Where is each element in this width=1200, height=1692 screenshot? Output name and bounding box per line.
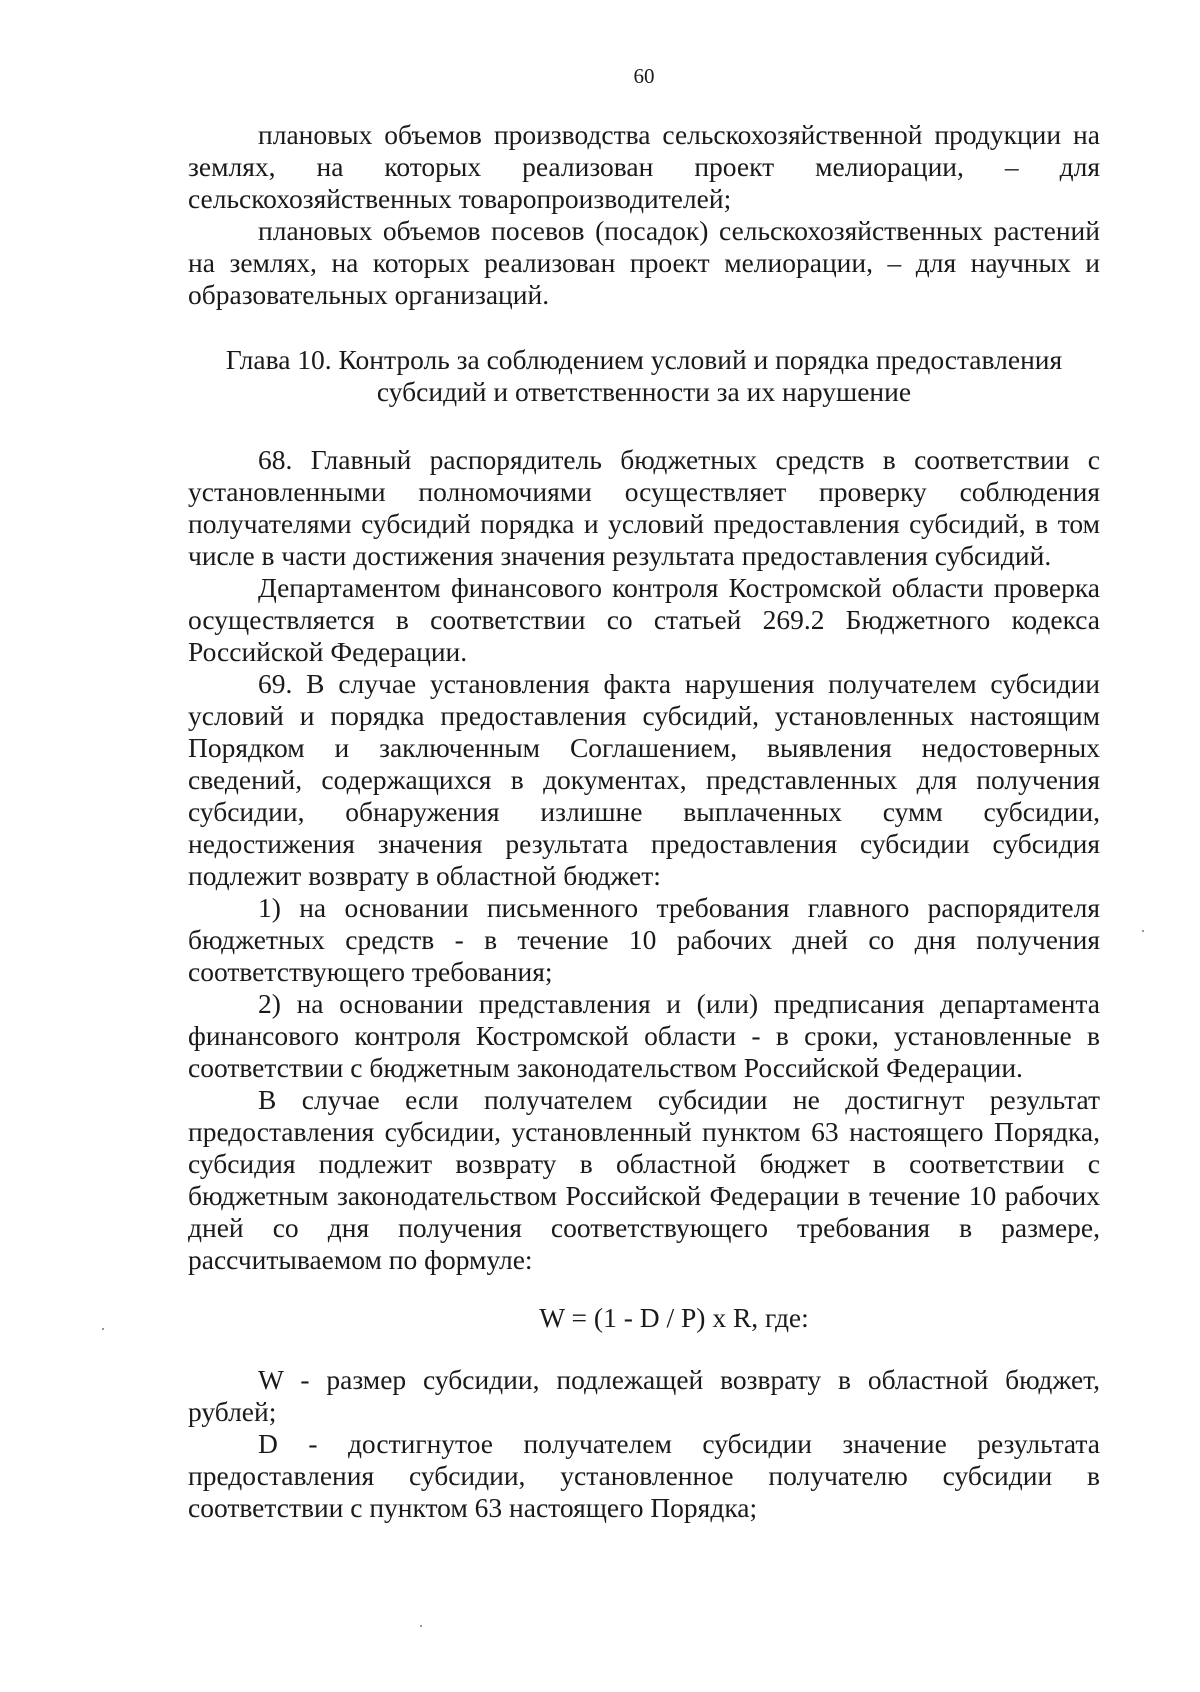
definition-w: W - размер субсидии, подлежащей возврату в областной бюджет, рублей; (188, 1364, 1100, 1427)
result-not-achieved-paragraph: В случае если получателем субсидии не достигнут результат предоставления субсидии, установленный пунктом 63 настоящего Порядка, субсидия подлежит возврату в областной бюджет в соответствии с бюджетным законодательством Российской Федерации в течение 10 рабочих дней со дня получения соответствующего требования в размере, рассчитываемом по формуле: (188, 1084, 1100, 1275)
document-body (188, 119, 1100, 1524)
clause-68-paragraph: 68. Главный распорядитель бюджетных средств в соответствии с установленными полномочиями осуществляет проверку соблюдения получателями субсидий порядка и условий предоставления субсидий, в том числе в части достижения значения результата предоставления субсидий. (188, 444, 1100, 571)
department-control-paragraph: Департаментом финансового контроля Костромской области проверка осуществляется в соответствии со статьей 269.2 Бюджетного кодекса Российской Федерации. (188, 572, 1100, 667)
page-number: 60 (633, 64, 655, 88)
clause-69-paragraph: 69. В случае установления факта нарушения получателем субсидии условий и порядка предоставления субсидий, установленных настоящим Порядком и заключенным Соглашением, выявления недостоверных сведений, содержащихся в документах, представленных для получения субсидии, обнаружения излишне выплаченных сумм субсидии, недостижения значения результата предоставления субсидии субсидия подлежит возврату в областной бюджет: (188, 668, 1100, 891)
chapter-heading (188, 344, 1100, 408)
list-item-1: 1) на основании письменного требования главного распорядителя бюджетных средств - в течение 10 рабочих дней со дня получения соответствующего требования; (188, 892, 1100, 987)
refund-formula: W = (1 - D / P) x R, где: (539, 1302, 809, 1333)
chapter-heading-line: субсидий и ответственности за их нарушение (376, 376, 912, 407)
definition-d: D - достигнутое получателем субсидии значение результата предоставления субсидии, установленное получателю субсидии в соответствии с пунктом 63 настоящего Порядка; (188, 1428, 1100, 1523)
chapter-heading-line: Глава 10. Контроль за соблюдением условий и порядка предоставления (225, 344, 1063, 375)
scan-speck (1142, 930, 1144, 932)
intro-paragraph: плановых объемов производства сельскохозяйственной продукции на землях, на которых реализован проект мелиорации, – для сельскохозяйственных товаропроизводителей; (188, 119, 1100, 214)
intro-paragraph: плановых объемов посевов (посадок) сельскохозяйственных растений на землях, на которых реализован проект мелиорации, – для научных и образовательных организаций. (188, 215, 1100, 310)
scan-speck (420, 1625, 422, 1627)
scan-speck (102, 1328, 104, 1330)
list-item-2: 2) на основании представления и (или) предписания департамента финансового контроля Костромской области - в сроки, установленные в соответствии с бюджетным законодательством Российской Федерации. (188, 988, 1100, 1083)
